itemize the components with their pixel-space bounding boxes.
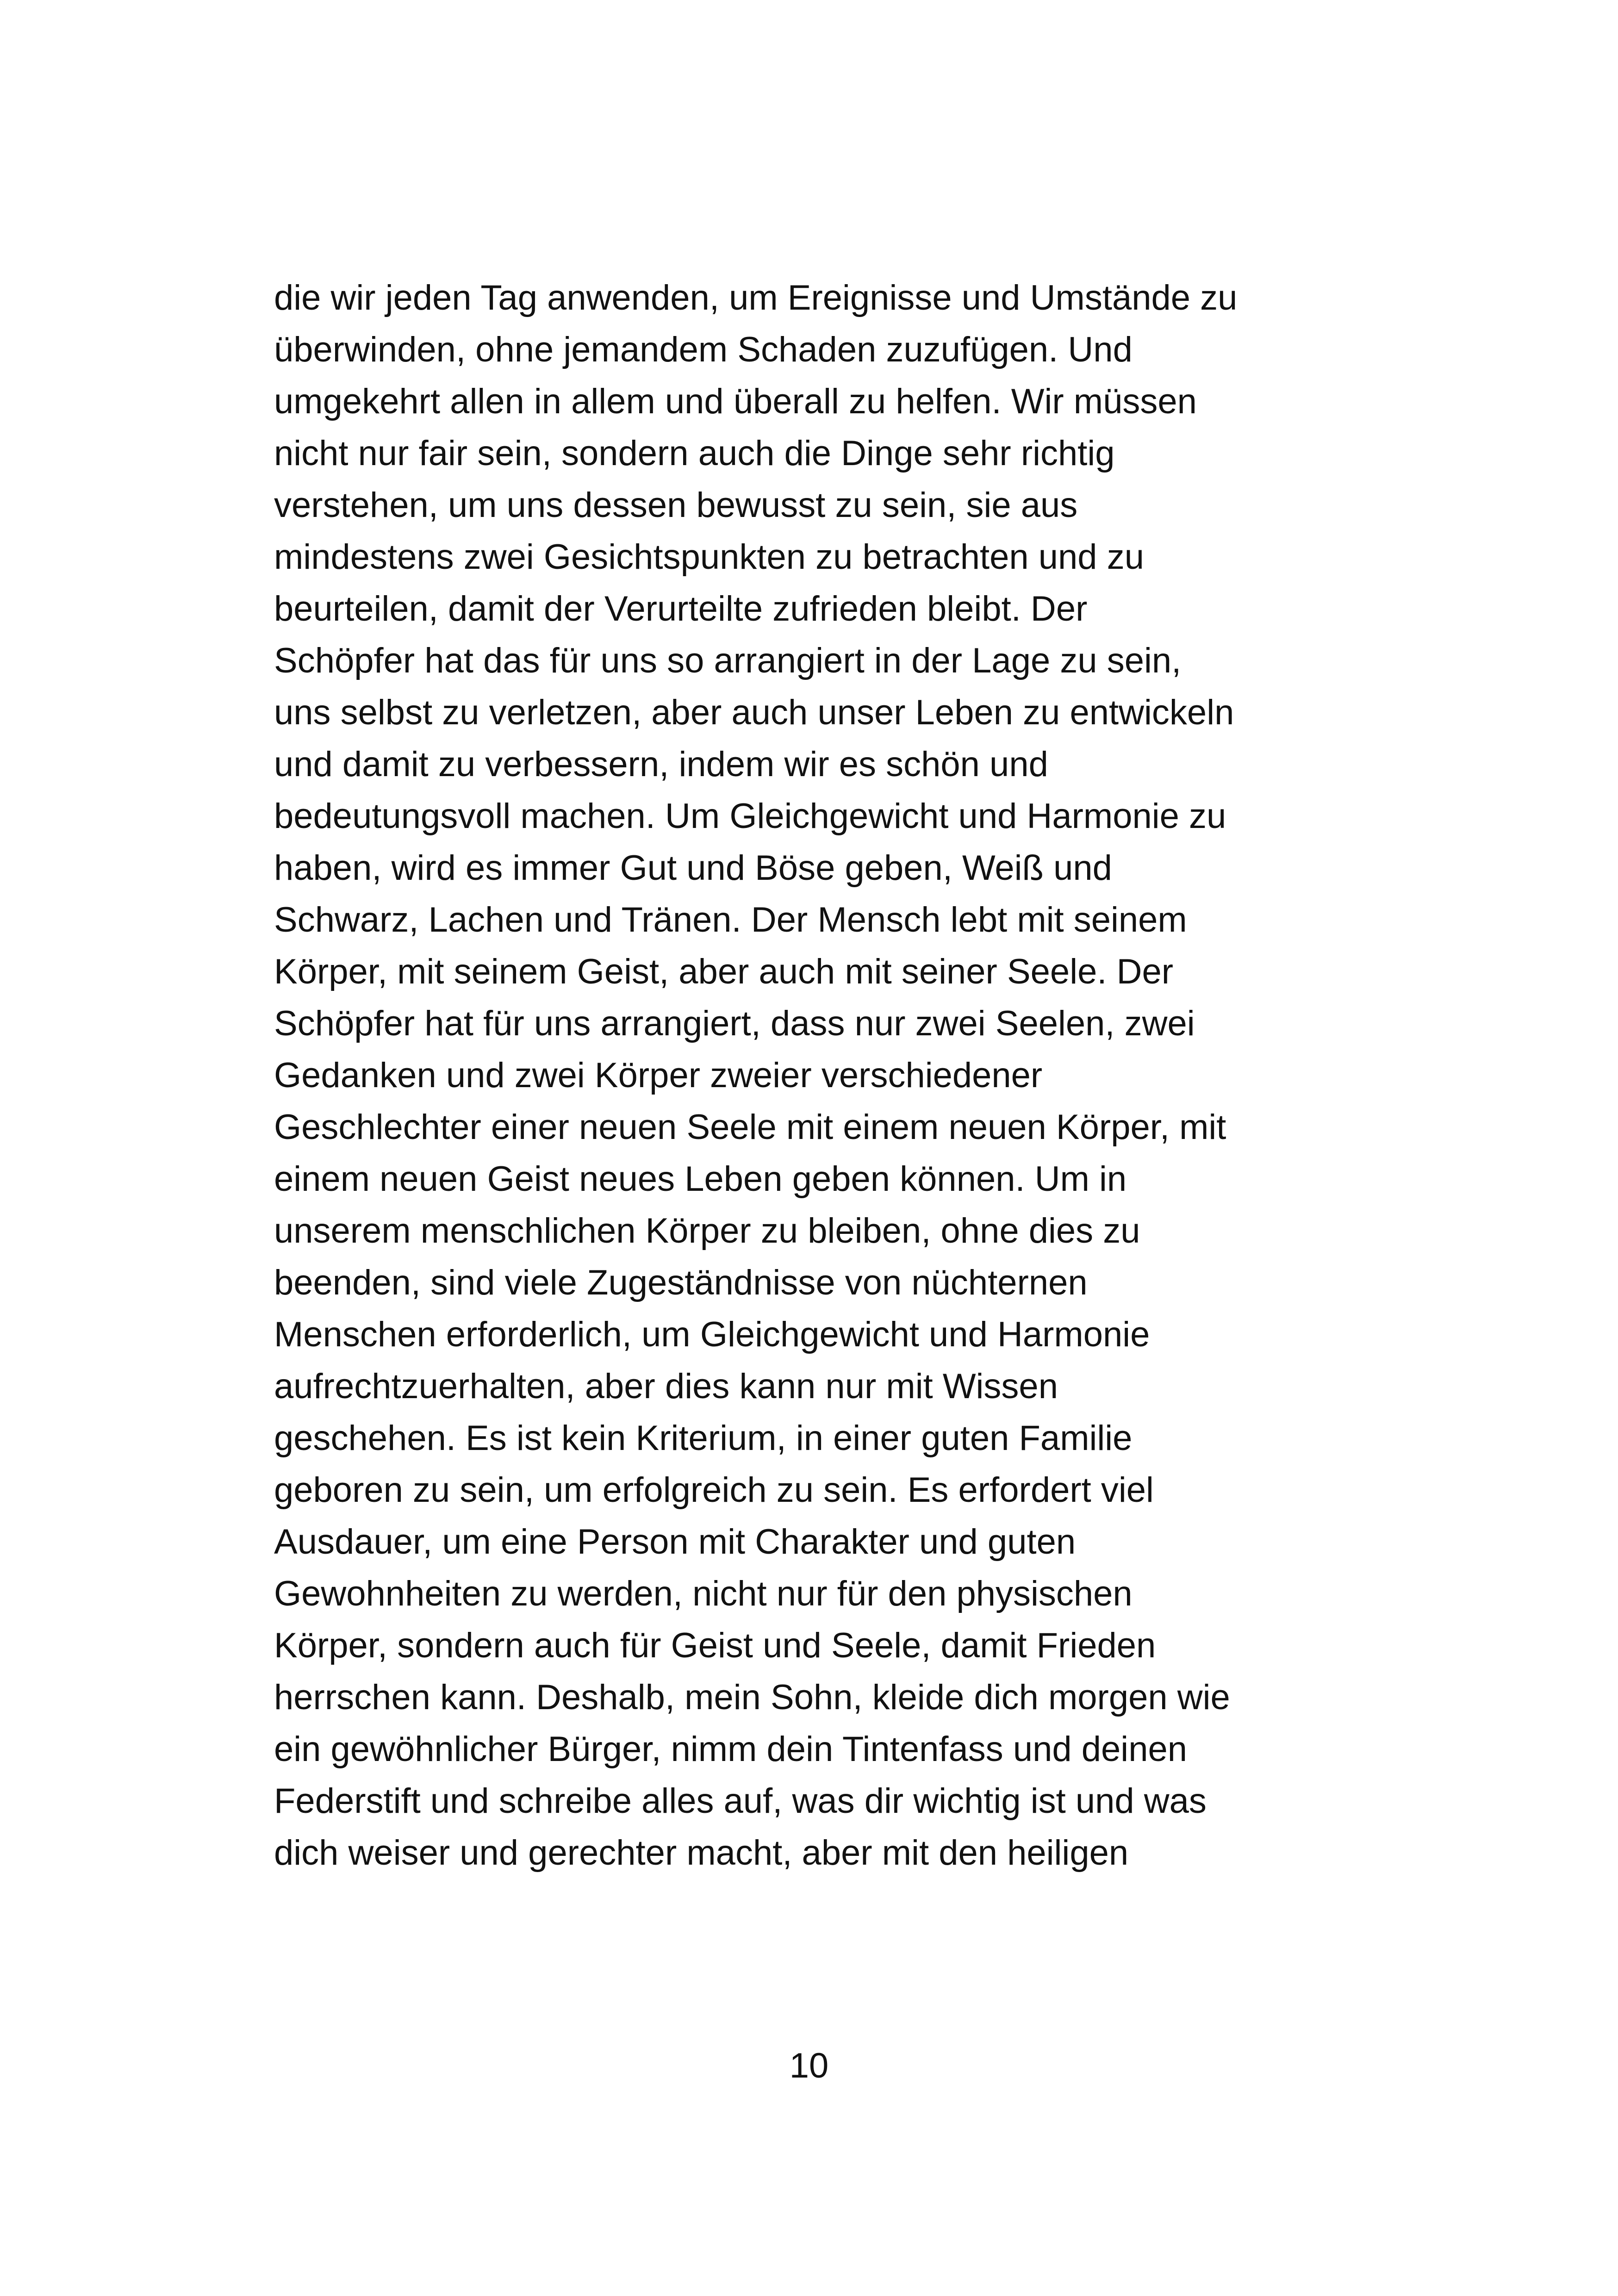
text-line: Schöpfer hat das für uns so arrangiert in der Lage zu sein, [274,641,1182,680]
text-line: Gedanken und zwei Körper zweier verschiedener [274,1056,1043,1095]
text-line: geschehen. Es ist kein Kriterium, in einer guten Familie [274,1419,1133,1458]
text-line: einem neuen Geist neues Leben geben können. Um in [274,1159,1127,1199]
text-line: umgekehrt allen in allem und überall zu helfen. Wir müssen [274,382,1197,421]
text-line: unserem menschlichen Körper zu bleiben, ohne dies zu [274,1211,1140,1251]
text-line: Geschlechter einer neuen Seele mit einem neuen Körper, mit [274,1108,1226,1147]
text-line: Körper, mit seinem Geist, aber auch mit seiner Seele. Der [274,952,1174,991]
text-line: überwinden, ohne jemandem Schaden zuzufügen. Und [274,330,1133,369]
text-line: beurteilen, damit der Verurteilte zufrieden bleibt. Der [274,589,1088,628]
text-line: die wir jeden Tag anwenden, um Ereignisse und Umstände zu [274,278,1238,317]
text-line: nicht nur fair sein, sondern auch die Dinge sehr richtig [274,434,1115,473]
text-line: und damit zu verbessern, indem wir es schön und [274,745,1048,784]
text-line: Menschen erforderlich, um Gleichgewicht und Harmonie [274,1315,1150,1354]
text-line: Federstift und schreibe alles auf, was dir wichtig ist und was [274,1781,1207,1821]
text-line: beenden, sind viele Zugeständnisse von nüchternen [274,1263,1088,1302]
text-line: uns selbst zu verletzen, aber auch unser Leben zu entwickeln [274,693,1234,732]
text-line: ein gewöhnlicher Bürger, nimm dein Tintenfass und deinen [274,1730,1187,1769]
text-line: Schwarz, Lachen und Tränen. Der Mensch lebt mit seinem [274,900,1187,940]
text-line: dich weiser und gerechter macht, aber mit den heiligen [274,1833,1129,1873]
text-line: Körper, sondern auch für Geist und Seele, damit Frieden [274,1626,1156,1665]
text-line: geboren zu sein, um erfolgreich zu sein. Es erfordert viel [274,1470,1154,1510]
text-line: verstehen, um uns dessen bewusst zu sein, sie aus [274,485,1078,525]
text-line: bedeutungsvoll machen. Um Gleichgewicht und Harmonie zu [274,796,1226,836]
text-line: mindestens zwei Gesichtspunkten zu betrachten und zu [274,537,1144,577]
text-line: Gewohnheiten zu werden, nicht nur für den physischen [274,1574,1133,1613]
body-text [274,272,1385,1879]
page-number: 10 [789,2046,829,2085]
text-line: Schöpfer hat für uns arrangiert, dass nur zwei Seelen, zwei [274,1004,1195,1043]
text-line: haben, wird es immer Gut und Böse geben, Weiß und [274,848,1112,888]
text-line: aufrechtzuerhalten, aber dies kann nur mit Wissen [274,1367,1058,1406]
text-line: Ausdauer, um eine Person mit Charakter und guten [274,1522,1076,1562]
text-line: herrschen kann. Deshalb, mein Sohn, kleide dich morgen wie [274,1678,1230,1717]
